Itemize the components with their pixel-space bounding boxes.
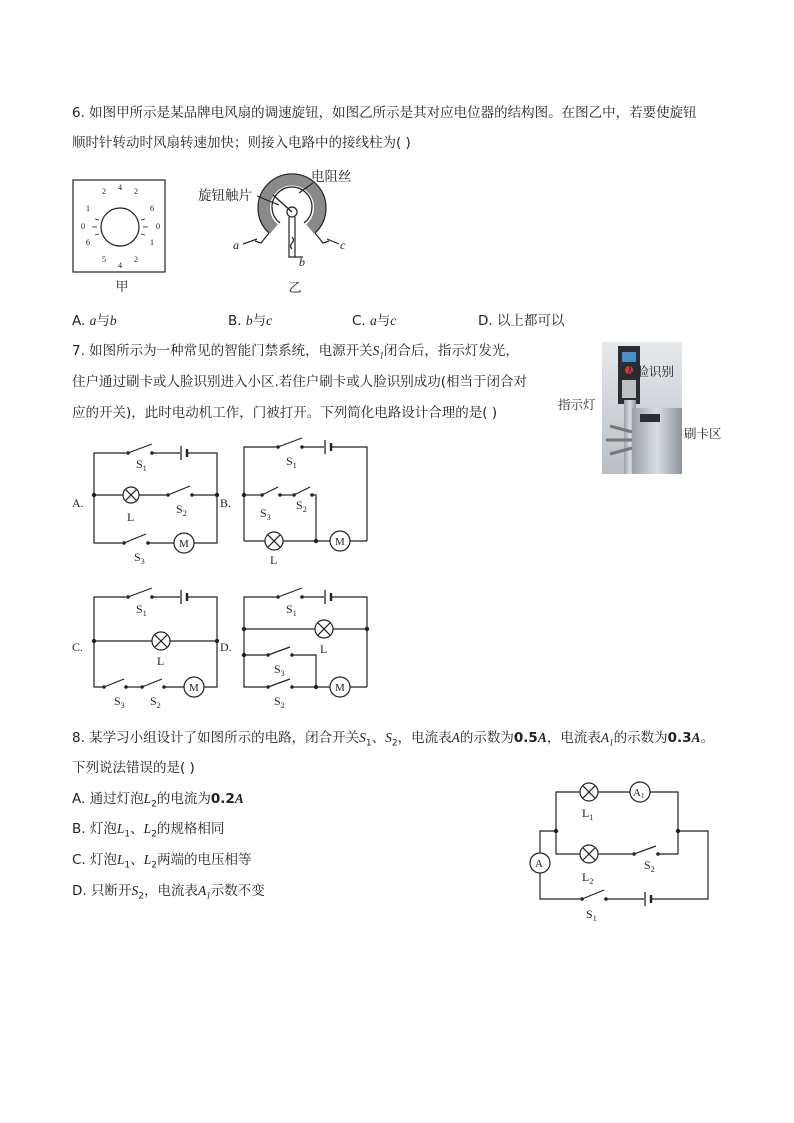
- circuit-label: B.: [220, 496, 232, 510]
- q8-option-c[interactable]: [72, 850, 252, 876]
- option-text: ，电流表: [143, 883, 198, 899]
- option-var: L: [143, 821, 152, 836]
- label-l: L: [270, 553, 278, 567]
- label-card-area: 刷卡区: [684, 426, 722, 441]
- q7-stem-line1: [72, 341, 519, 366]
- stem-text: ，电流表: [546, 730, 601, 746]
- option-text: D. 只断开: [72, 883, 132, 899]
- label-l: L: [320, 642, 328, 656]
- switch-s2: [634, 846, 656, 854]
- switch-s2: [268, 679, 290, 687]
- fig-jia-caption: 甲: [115, 280, 129, 295]
- stem-var: S: [385, 730, 392, 745]
- circuit-a[interactable]: [72, 444, 219, 566]
- label-s3: $S_3$: [260, 506, 271, 522]
- dial-number: 0: [80, 221, 86, 231]
- label-l1: $L_1$: [582, 806, 594, 822]
- dial-number: 2: [133, 254, 139, 264]
- label-slider: 旋钮触片: [198, 188, 252, 204]
- option-var: L: [143, 852, 152, 867]
- label-s3: $S_3$: [134, 550, 145, 566]
- option-unit: A: [234, 791, 244, 806]
- option-sub: 2: [151, 799, 157, 810]
- label-s3: $S_3$: [114, 694, 125, 710]
- q6-option-c[interactable]: [352, 311, 396, 331]
- label-face-recognition: 人脸识别: [624, 364, 675, 379]
- label-l2: $L_2$: [582, 870, 594, 886]
- option-letter: C.: [352, 313, 366, 329]
- dial-number: 1: [149, 237, 155, 247]
- option-var: b: [245, 313, 253, 328]
- option-letter: D.: [478, 313, 493, 329]
- motor-label: M: [179, 538, 189, 550]
- option-var: A: [197, 883, 207, 898]
- option-value: 0.2: [210, 791, 235, 807]
- switch-s1: [278, 588, 302, 597]
- ammeter-a-label: A: [535, 858, 543, 870]
- motor-label: M: [335, 682, 345, 694]
- q6-stem-line1: 6. 如图甲所示是某品牌电风扇的调速旋钮，如图乙所示是其对应电位器的结构图。在图乙中，若要使旋钮: [72, 105, 697, 121]
- switch-s1: [128, 588, 152, 597]
- fig-yi-caption: 乙: [288, 281, 302, 296]
- switch-s3: [268, 647, 290, 655]
- stem-var: A: [451, 730, 460, 745]
- option-text: A. 通过灯泡: [72, 791, 144, 807]
- stem-sub: 2: [391, 738, 398, 749]
- label-s1: $S_1$: [136, 602, 147, 618]
- q8-option-d[interactable]: [72, 881, 265, 907]
- q6-option-a[interactable]: [72, 311, 117, 331]
- stem-var: S: [372, 343, 380, 358]
- label-s2: $S_2$: [296, 498, 307, 514]
- stem-text: 7. 如图所示为一种常见的智能门禁系统，电源开关: [72, 343, 373, 359]
- label-s1: $S_1$: [586, 907, 597, 923]
- option-var: L: [116, 821, 125, 836]
- motor-label: M: [335, 536, 345, 548]
- switch-s1: [278, 438, 302, 447]
- q6-option-d[interactable]: [478, 311, 564, 331]
- q8-option-b[interactable]: [72, 819, 224, 845]
- circuit-label: C.: [72, 640, 84, 654]
- option-var: L: [117, 852, 125, 867]
- q8-circuit: [520, 775, 720, 935]
- stem-sub: 1: [379, 350, 384, 361]
- switch-s2: [294, 487, 310, 495]
- option-text: 两端的电压相等: [157, 852, 252, 868]
- option-text: 示数不变: [210, 883, 265, 899]
- option-sub: 2: [151, 860, 158, 871]
- label-s2: $S_2$: [150, 694, 161, 710]
- circuit-b[interactable]: [220, 438, 367, 567]
- stem-unit: A: [537, 730, 547, 745]
- label-resistance-wire: 电阻丝: [311, 169, 352, 185]
- stem-text: 的示数为: [613, 730, 668, 746]
- switch-s1: [128, 444, 152, 453]
- stem-value: 0.5: [513, 730, 538, 746]
- dial-number: 4: [117, 182, 123, 192]
- stem-var: A: [600, 730, 610, 745]
- option-var: S: [131, 883, 139, 898]
- q8-stem-line2: 下列说法错误的是( ): [72, 760, 195, 776]
- circuit-c[interactable]: [72, 588, 219, 710]
- dial-number: 2: [133, 186, 139, 196]
- dial-number: 5: [101, 254, 107, 264]
- q7-stem-line3: 应的开关)，此时电动机工作，门被打开。下列简化电路设计合理的是( ): [72, 405, 498, 421]
- option-text: 以上都可以: [496, 313, 565, 329]
- label-s2: $S_2$: [274, 694, 285, 710]
- dial-frame: [73, 180, 165, 272]
- option-text: 与: [252, 313, 267, 329]
- terminal-b-label: b: [299, 255, 305, 269]
- dial-number: 4: [117, 260, 123, 270]
- label-s2: $S_2$: [644, 858, 655, 874]
- option-text: 与: [376, 313, 391, 329]
- q7-photo-area: [558, 340, 728, 476]
- q7-circuit-options: [64, 433, 384, 713]
- ammeter-a1-label: A1: [633, 787, 645, 800]
- option-sub: 2: [138, 891, 144, 902]
- stem-var: S: [359, 730, 366, 745]
- option-sub: 1: [206, 890, 211, 901]
- stem-text: 闭合后，指示灯发光，: [383, 343, 519, 359]
- option-text: 与: [96, 313, 110, 329]
- q6-option-b[interactable]: [228, 311, 272, 331]
- option-text: 的电流为: [156, 791, 211, 807]
- circuit-d[interactable]: [220, 588, 369, 710]
- label-s1: $S_1$: [136, 457, 147, 473]
- stem-sub: 1: [609, 737, 614, 748]
- stem-text: 的示数为: [459, 730, 514, 746]
- card-reader: [640, 414, 660, 422]
- option-sub: 1: [124, 860, 131, 871]
- option-letter: A.: [72, 313, 86, 329]
- stem-sub: 1: [365, 738, 372, 749]
- switch-s3: [124, 534, 146, 543]
- dial-number: 1: [85, 203, 91, 213]
- switch-s2: [142, 679, 162, 687]
- dial-number: 0: [155, 221, 161, 231]
- label-s1: $S_1$: [286, 454, 297, 470]
- label-l: L: [157, 654, 165, 668]
- q6-stem-line2: 顺时针转动时风扇转速加快；则接入电路中的接线柱为( ): [72, 135, 411, 151]
- dial-number: 6: [149, 203, 155, 213]
- stem-text: 、: [371, 730, 386, 746]
- option-text: B. 灯泡: [72, 821, 117, 837]
- switch-s2: [168, 486, 190, 495]
- circuit-label: D.: [220, 640, 232, 654]
- terminal-c-label: c: [340, 238, 346, 252]
- option-sub: 2: [151, 829, 157, 840]
- q7-stem-line2: 住户通过刷卡或人脸识别进入小区.若住户刷卡或人脸识别成功(相当于闭合对: [72, 374, 528, 390]
- option-var: b: [109, 313, 117, 328]
- switch-s3: [262, 487, 278, 495]
- switch-s1: [582, 890, 604, 899]
- stem-text: ，电流表: [397, 730, 452, 746]
- option-sub: 1: [124, 829, 131, 840]
- option-var: c: [266, 313, 273, 328]
- q8-option-a[interactable]: [72, 789, 244, 815]
- option-var: c: [390, 313, 397, 328]
- terminal-a-label: a: [233, 238, 239, 252]
- q8-stem-line1: [72, 728, 714, 754]
- label-s2: $S_2$: [176, 502, 187, 518]
- q6-figure-yi: [195, 165, 365, 300]
- option-var: L: [143, 791, 152, 806]
- option-var: a: [89, 313, 97, 328]
- circuit-label: A.: [72, 496, 84, 510]
- motor-label: M: [189, 682, 199, 694]
- stem-value: 0.3: [667, 730, 692, 746]
- stem-text: 8. 某学习小组设计了如图所示的电路，闭合开关: [72, 730, 360, 746]
- option-text: 、: [130, 821, 144, 837]
- dial-number: 2: [101, 186, 107, 196]
- dial-number: 6: [85, 237, 91, 247]
- label-indicator: 指示灯: [558, 397, 596, 412]
- switch-s3: [104, 679, 124, 687]
- label-s1: $S_1$: [286, 602, 297, 618]
- option-text: C. 灯泡: [72, 852, 118, 868]
- dial-knob: [101, 208, 139, 246]
- option-text: 的规格相同: [156, 821, 225, 837]
- stem-text: 。: [700, 730, 715, 746]
- stem-unit: A: [691, 730, 701, 745]
- label-s3: $S_3$: [274, 662, 285, 678]
- q6-figure-jia: [72, 178, 168, 298]
- label-l: L: [127, 510, 135, 524]
- option-var: a: [370, 313, 377, 328]
- option-text: 、: [130, 852, 144, 868]
- option-letter: B.: [228, 313, 242, 329]
